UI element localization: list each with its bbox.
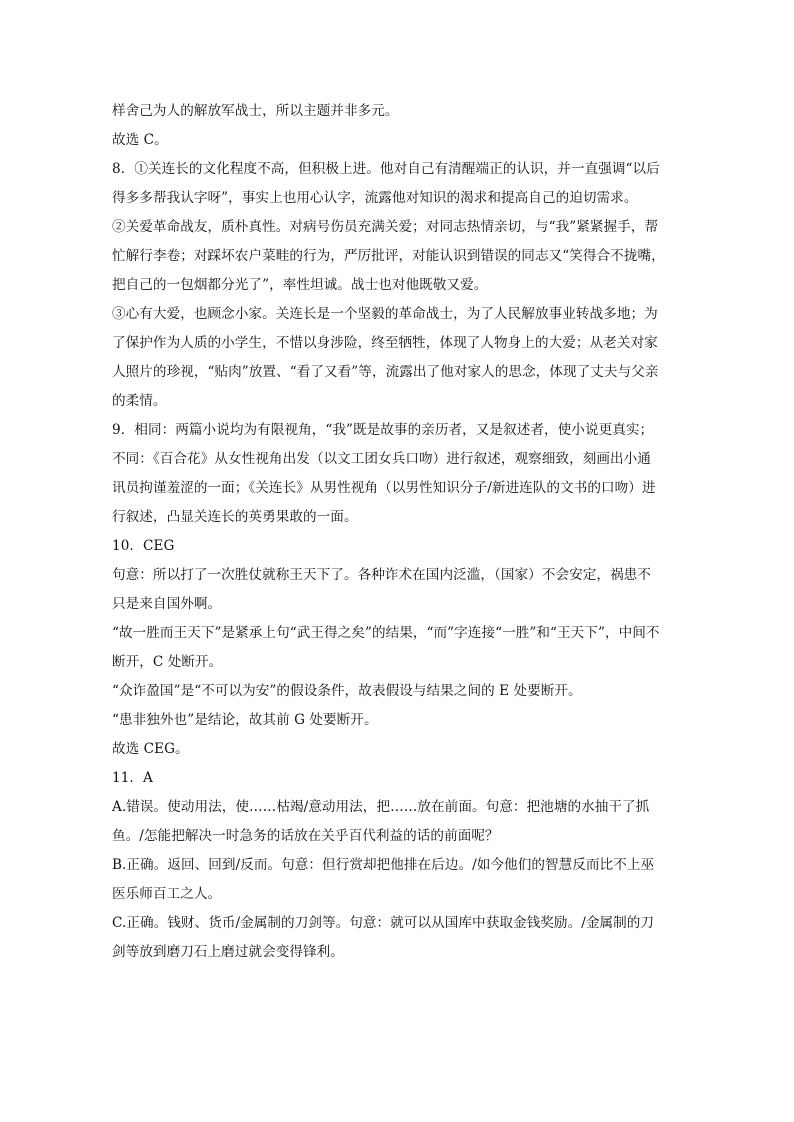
text-line: 10．CEG [112,538,175,554]
text-line: 人照片的珍视，“贴肉”放置、“看了又看”等，流露出了他对家人的思念，体现了丈夫与父亲 [112,364,659,380]
text-line: 鱼。/怎能把解决一时急务的话放在关乎百代利益的话的前面呢？ [112,828,499,844]
text-line: 不同：《百合花》从女性视角出发（以文工团女兵口吻）进行叙述，观察细致，刻画出小通 [112,451,651,467]
text-line: “患非独外也”是结论，故其前 G 处要断开。 [112,712,378,728]
text-line: 忙解行李卷；对踩坏农户菜畦的行为，严厉批评，对能认识到错误的同志又“笑得合不拢嘴， [112,248,665,264]
text-line: 了保护作为人质的小学生，不惜以身涉险，终至牺牲，体现了人物身上的大爱；从老关对家 [112,335,658,351]
text-line: 行叙述，凸显关连长的英勇果敢的一面。 [112,509,358,525]
text-line: 得多多帮我认字呀”，事实上也用心认字，流露他对知识的渴求和提高自己的迫切需求。 [112,190,638,206]
text-line: A.错误。使动用法，使……枯竭/意动用法，把……放在前面。句意：把池塘的水抽干了抓 [112,799,650,815]
answer-text-body [112,103,682,973]
text-line: 医乐师百工之人。 [112,886,222,902]
text-line: “众诈盈国”是“不可以为安”的假设条件，故表假设与结果之间的 E 处要断开。 [112,683,582,699]
text-line: 剑等放到磨刀石上磨过就会变得锋利。 [112,944,344,960]
text-line: B.正确。返回、回到/反而。句意：但行赏却把他排在后边。/如今他们的智慧反而比不上巫 [112,857,655,873]
text-line: 11．A [112,770,153,786]
text-line: 把自己的一包烟都分光了”，率性坦诚。战士也对他既敬又爱。 [112,277,488,293]
text-line: 8．①关连长的文化程度不高，但积极上进。他对自己有清醒端正的认识，并一直强调“以后 [112,161,660,177]
text-line: 故选 CEG。 [112,741,189,757]
text-line: “故一胜而王天下”是紧承上句“武王得之矣”的结果，“而”字连接“一胜”和“王天下”，中间不 [112,625,660,641]
text-line: ②关爱革命战友，质朴真性。对病号伤员充满关爱；对同志热情亲切，与“我”紧紧握手，帮 [112,219,659,235]
text-line: 句意：所以打了一次胜仗就称王天下了。各种诈术在国内泛滥，（国家）不会安定，祸患不 [112,567,651,583]
text-line: C.正确。钱财、货币/金属制的刀剑等。句意：就可以从国库中获取金钱奖励。/金属制的刀 [112,915,655,931]
text-line: 讯员拘谨羞涩的一面；《关连长》从男性视角（以男性知识分子/新进连队的文书的口吻）进 [112,480,656,496]
text-line: 的柔情。 [112,393,167,409]
text-line: 断开，C 处断开。 [112,654,223,670]
text-line: 故选 C。 [112,132,168,148]
text-line: 9．相同：两篇小说均为有限视角，“我”既是故事的亲历者，又是叙述者，使小说更真实； [112,422,654,438]
text-line: 只是来自国外啊。 [112,596,222,612]
text-line: ③心有大爱，也顾念小家。关连长是一个坚毅的革命战士，为了人民解放事业转战多地；为 [112,306,658,322]
text-line: 样舍己为人的解放军战士，所以主题并非多元。 [112,103,399,119]
